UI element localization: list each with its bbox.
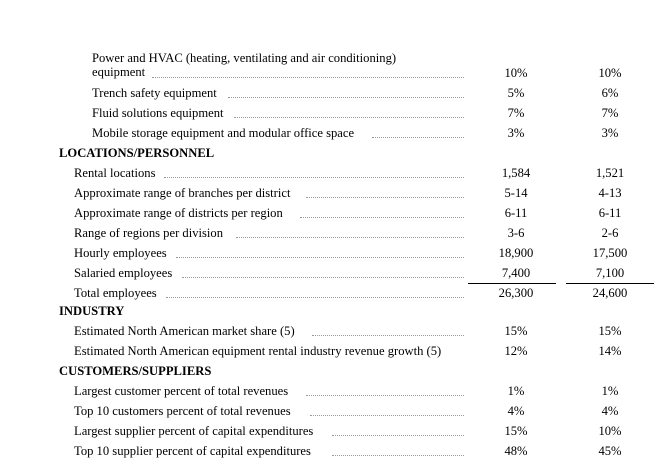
leader-dots (182, 277, 464, 278)
table-row (0, 424, 655, 444)
table-row (0, 52, 655, 82)
table-row (0, 246, 655, 266)
value-col2: 14% (598, 344, 622, 358)
value-col2: 10% (598, 424, 622, 438)
table-row (0, 206, 655, 226)
section-heading-locations: LOCATIONS/PERSONNEL (59, 146, 215, 160)
value-col1: 48% (504, 444, 528, 458)
leader-dots (152, 77, 464, 78)
row-label: Mobile storage equipment and modular office space (92, 126, 355, 140)
value-col1: 7% (507, 106, 525, 120)
leader-dots (372, 137, 464, 138)
value-col2: 4% (601, 404, 619, 418)
row-label: Range of regions per division (74, 226, 223, 240)
leader-dots (306, 197, 464, 198)
table-row (0, 384, 655, 404)
value-col2: 2-6 (601, 226, 619, 240)
row-label: Largest supplier percent of capital expenditures (74, 424, 314, 438)
leader-dots (166, 297, 464, 298)
row-label: Approximate range of branches per district (74, 186, 291, 200)
row-label: Rental locations (74, 166, 156, 180)
value-col1: 18,900 (498, 246, 534, 260)
leader-dots (236, 237, 464, 238)
section-heading-industry: INDUSTRY (59, 304, 125, 318)
row-label: Fluid solutions equipment (92, 106, 224, 120)
value-col1: 5-14 (504, 186, 528, 200)
value-col2: 10% (598, 66, 622, 80)
value-col1: 4% (507, 404, 525, 418)
table-row (0, 86, 655, 106)
leader-dots (310, 415, 464, 416)
row-label: Trench safety equipment (92, 86, 217, 100)
value-col2: 3% (601, 126, 619, 140)
value-col2: 7% (601, 106, 619, 120)
value-col1: 10% (504, 66, 528, 80)
row-label: Largest customer percent of total revenues (74, 384, 289, 398)
leader-dots (332, 435, 464, 436)
value-col2: 7,100 (595, 266, 625, 280)
leader-dots (228, 97, 464, 98)
table-row (0, 404, 655, 424)
leader-dots (306, 395, 464, 396)
leader-dots (164, 177, 464, 178)
leader-dots (176, 257, 464, 258)
table-row (0, 226, 655, 246)
value-col2: 24,600 (592, 286, 628, 300)
table-row (0, 166, 655, 186)
table-row (0, 266, 655, 286)
value-col1: 15% (504, 324, 528, 338)
table-row (0, 344, 655, 364)
value-col2: 1% (601, 384, 619, 398)
value-col1: 3% (507, 126, 525, 140)
value-col1: 1% (507, 384, 525, 398)
value-col1: 1,584 (501, 166, 531, 180)
leader-dots (300, 217, 464, 218)
value-col1: 26,300 (498, 286, 534, 300)
value-col2: 4-13 (598, 186, 622, 200)
leader-dots (312, 335, 464, 336)
value-col1: 7,400 (501, 266, 531, 280)
leader-dots (332, 455, 464, 456)
value-col2: 45% (598, 444, 622, 458)
row-label: Top 10 customers percent of total revenues (74, 404, 291, 418)
row-label: Approximate range of districts per region (74, 206, 283, 220)
value-col2: 17,500 (592, 246, 628, 260)
value-col2: 6-11 (598, 206, 622, 220)
row-label: Estimated North American market share (5) (74, 324, 295, 338)
table-row (0, 324, 655, 344)
table-row (0, 186, 655, 206)
value-col1: 15% (504, 424, 528, 438)
table-row (0, 106, 655, 126)
value-col2: 6% (601, 86, 619, 100)
leader-dots (234, 117, 464, 118)
value-col1: 6-11 (504, 206, 528, 220)
row-label-continued: equipment (92, 65, 146, 79)
value-col1: 5% (507, 86, 525, 100)
section-heading-customers: CUSTOMERS/SUPPLIERS (59, 364, 212, 378)
subtotal-rule-col2 (566, 283, 654, 284)
value-col1: 12% (504, 344, 528, 358)
row-label: Total employees (74, 286, 157, 300)
table-row (0, 286, 655, 306)
table-row (0, 126, 655, 146)
value-col2: 15% (598, 324, 622, 338)
row-label: Top 10 supplier percent of capital expenditures (74, 444, 311, 458)
subtotal-rule-col1 (468, 283, 556, 284)
table-row (0, 444, 655, 464)
row-label: Power and HVAC (heating, ventilating and air conditioning) (92, 51, 397, 65)
row-label: Salaried employees (74, 266, 173, 280)
row-label: Estimated North American equipment rental industry revenue growth (5) (74, 344, 442, 358)
row-label: Hourly employees (74, 246, 167, 260)
value-col2: 1,521 (595, 166, 625, 180)
value-col1: 3-6 (507, 226, 525, 240)
